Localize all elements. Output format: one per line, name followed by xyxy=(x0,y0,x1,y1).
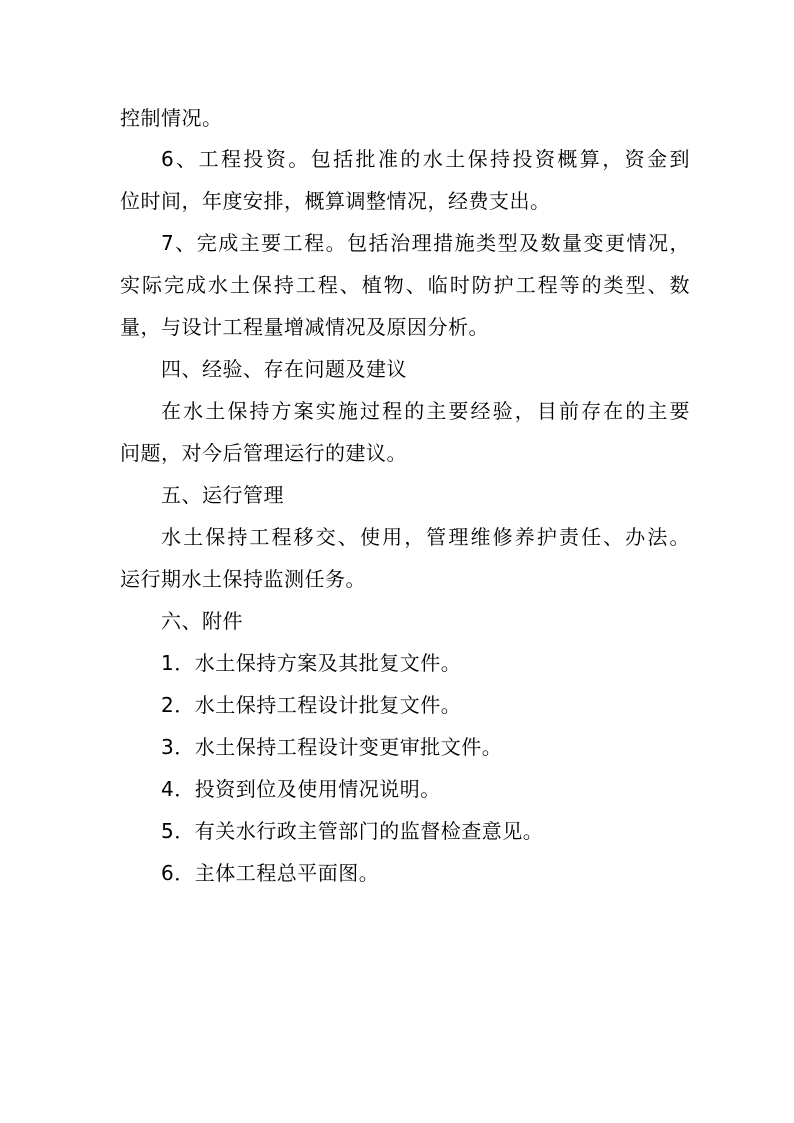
text-line-continuation: 控制情况。 xyxy=(120,106,223,130)
attachment-item-6: 6．主体工程总平面图。 xyxy=(161,861,380,885)
text-line-item-7-cont: 实际完成水土保持工程、植物、临时防护工程等的类型、数 xyxy=(120,273,690,297)
text-line-item-7-end: 量，与设计工程量增减情况及原因分析。 xyxy=(120,315,489,339)
text-line-section-5: 水土保持工程移交、使用，管理维修养护责任、办法。 xyxy=(161,525,690,549)
attachment-item-3: 3．水土保持工程设计变更审批文件。 xyxy=(161,735,503,759)
text-line-section-5-cont: 运行期水土保持监测任务。 xyxy=(120,567,366,591)
attachment-item-5: 5．有关水行政主管部门的监督检查意见。 xyxy=(161,819,544,843)
text-line-section-4-cont: 问题，对今后管理运行的建议。 xyxy=(120,441,407,465)
section-heading-6: 六、附件 xyxy=(161,609,243,633)
text-line-section-4: 在水土保持方案实施过程的主要经验，目前存在的主要 xyxy=(161,399,690,423)
attachment-item-1: 1．水土保持方案及其批复文件。 xyxy=(161,651,462,675)
text-line-item-6-cont: 位时间，年度安排，概算调整情况，经费支出。 xyxy=(120,189,551,213)
section-heading-4: 四、经验、存在问题及建议 xyxy=(161,357,407,381)
text-line-item-7: 7、完成主要工程。包括治理措施类型及数量变更情况， xyxy=(161,231,690,255)
text-line-item-6: 6、工程投资。包括批准的水土保持投资概算，资金到 xyxy=(161,147,690,171)
section-heading-5: 五、运行管理 xyxy=(161,483,284,507)
attachment-item-4: 4．投资到位及使用情况说明。 xyxy=(161,777,441,801)
attachment-item-2: 2．水土保持工程设计批复文件。 xyxy=(161,693,462,717)
